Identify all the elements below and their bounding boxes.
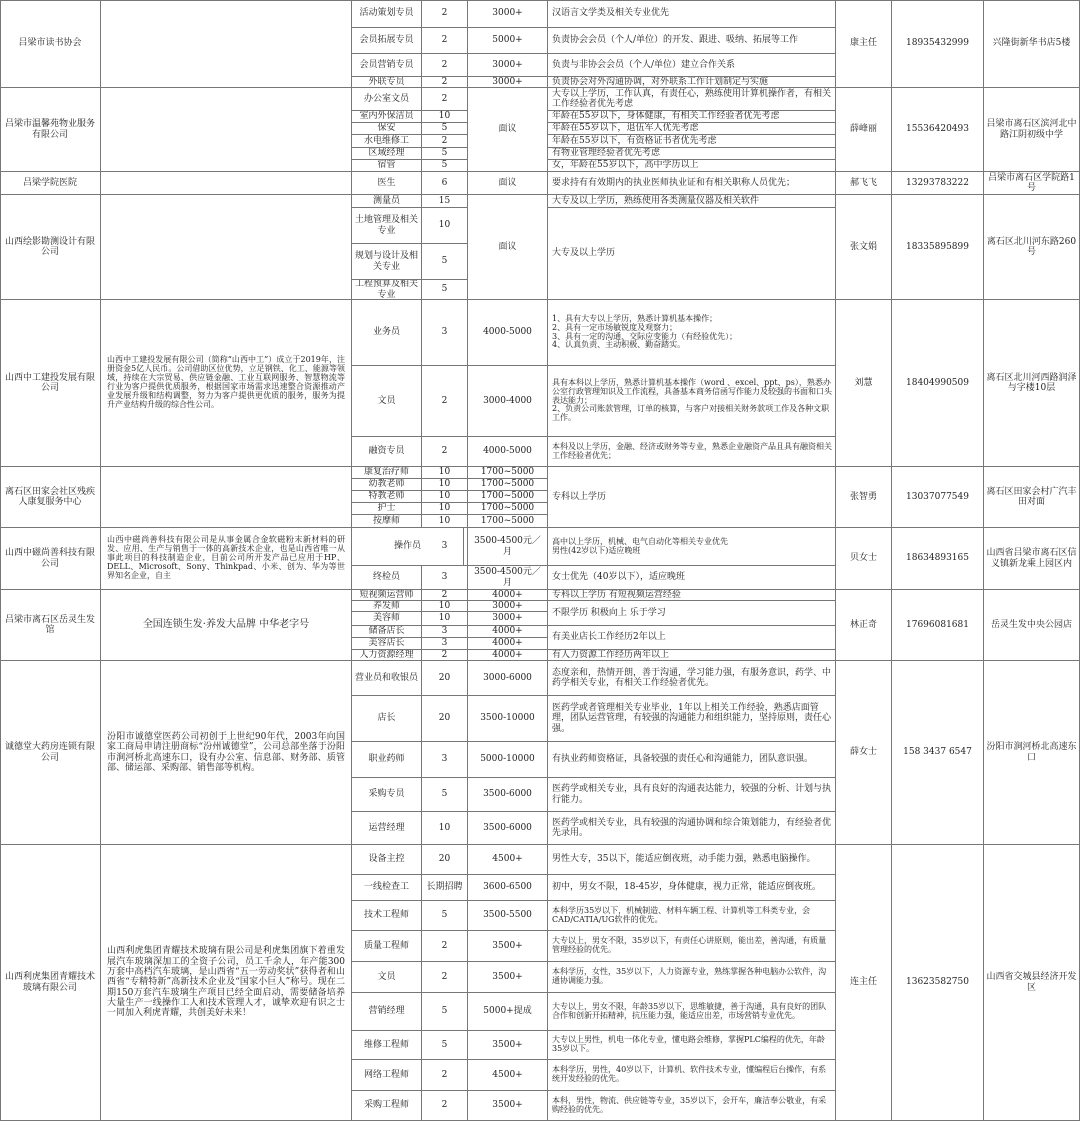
job-salary: 3000+ bbox=[468, 77, 548, 88]
contact-phone: 13623582750 bbox=[892, 845, 984, 1121]
contact-phone: 18335895899 bbox=[892, 195, 984, 300]
job-count: 3 bbox=[422, 742, 468, 778]
job-salary: 3500-6000 bbox=[468, 778, 548, 812]
company-intro: 山西利虎集团青耀技术玻璃有限公司是利虎集团旗下着重发展汽车玻璃深加工的全资子公司，员工千余人，年产能300万套中高档汽车玻璃，是山西省“五一劳动奖状”获得者和山西省“专精特新”高新技术企业及“国家小巨人”称号。现在二期150万套汽车玻璃生产项目已经全面启动，需要储备培养大量生产一线操作工人和技术管理人才，诚挚欢迎有识之士一同加入利虎青耀，共创美好未来！ bbox=[101, 845, 352, 1121]
job-title: 操作员 bbox=[352, 528, 464, 566]
company-address: 山西省交城县经济开发区 bbox=[984, 845, 1080, 1121]
company-intro bbox=[101, 195, 352, 300]
job-salary: 1700~5000 bbox=[468, 515, 548, 528]
company-intro bbox=[101, 172, 352, 195]
job-count: 20 bbox=[422, 696, 468, 742]
job-requirement: 专科以上学历 bbox=[548, 467, 836, 528]
job-title: 融资专员 bbox=[352, 437, 422, 467]
job-requirement: 初中，男女不限，18-45岁，身体健康，视力正常，能适应倒夜班。 bbox=[548, 875, 836, 901]
company-name: 吕梁市温馨苑物业服务有限公司 bbox=[0, 88, 101, 172]
job-count: 10 bbox=[422, 479, 468, 491]
job-requirement: 高中以上学历，机械、电气自动化等相关专业优先 男性(42岁以下)适应晚班 bbox=[548, 528, 836, 566]
job-title: 储备店长 bbox=[352, 626, 422, 638]
job-salary: 3600-6500 bbox=[468, 875, 548, 901]
job-count: 5 bbox=[422, 160, 468, 172]
company-address: 山西省吕梁市离石区信义镇新龙乘上园区内 bbox=[984, 528, 1080, 590]
job-count: 10 bbox=[422, 612, 468, 626]
job-title: 营业员和收银员 bbox=[352, 661, 422, 696]
contact-phone: 13293783222 bbox=[892, 172, 984, 195]
job-title: 美容店长 bbox=[352, 638, 422, 650]
job-count: 2 bbox=[422, 1091, 468, 1121]
company-name: 吕梁市读书协会 bbox=[0, 0, 101, 88]
company-intro: 山西中磁尚善科技有限公司是从事金属合金软磁粉末新材料的研发、应用、生产与销售于一体的高新技术企业，也是山西省唯一从事此项目的科技制造企业，目前公司所开发产品已应用于HP、DELL、Microsoft、Sony、Thinkpad、小米、创为、华为等世界知名企业，自主 bbox=[101, 528, 352, 590]
job-salary: 3000-6000 bbox=[468, 661, 548, 696]
job-salary: 3000+ bbox=[468, 612, 548, 626]
job-count: 2 bbox=[422, 1060, 468, 1091]
job-salary: 面议 bbox=[468, 172, 548, 195]
job-requirement: 有执业药师资格证，具备较强的责任心和沟通能力，团队意识强。 bbox=[548, 742, 836, 778]
job-requirement: 本科学历，女性，35岁以下，人力资源专业，熟练掌握各种电脑办公软件，沟通协调能力强。 bbox=[548, 962, 836, 993]
job-salary: 4000+ bbox=[468, 626, 548, 638]
contact-phone: 18935432999 bbox=[892, 0, 984, 88]
job-title: 养发师 bbox=[352, 601, 422, 612]
job-requirement: 男性大专，35以下，能适应倒夜班，动手能力强，熟悉电脑操作。 bbox=[548, 845, 836, 875]
job-count: 5 bbox=[422, 280, 468, 300]
job-title: 外联专员 bbox=[352, 77, 422, 88]
job-requirement: 医药学或相关专业，具有较强的沟通协调和综合策划能力，有经验者优先录用。 bbox=[548, 812, 836, 845]
job-title: 会员拓展专员 bbox=[352, 28, 422, 54]
job-title: 文员 bbox=[352, 962, 422, 993]
job-requirement: 女士优先（40岁以下），适应晚班 bbox=[548, 566, 836, 590]
job-count: 3 bbox=[422, 626, 468, 638]
company-address: 岳灵生发中央公园店 bbox=[984, 590, 1080, 661]
job-requirement: 本科及以上学历，金融、经济或财务等专业，熟悉企业融资产品且具有融资相关工作经验者优先； bbox=[548, 437, 836, 467]
contact-person: 薛峰丽 bbox=[836, 88, 892, 172]
job-salary: 3500-4500元／月 bbox=[468, 566, 548, 590]
job-count: 6 bbox=[422, 172, 468, 195]
job-salary: 4000+ bbox=[468, 590, 548, 601]
company-name: 山西中磁尚善科技有限公司 bbox=[0, 528, 101, 590]
job-title: 工程预算及相关专业 bbox=[352, 280, 422, 300]
job-salary: 5000+ bbox=[468, 28, 548, 54]
contact-person: 张文娟 bbox=[836, 195, 892, 300]
company-intro: 全国连锁生发·养发大品牌 中华老字号 bbox=[101, 590, 352, 661]
job-requirement: 具有本科以上学历，熟悉计算机基本操作（word 、excel、ppt、ps），熟悉办公室行政管理知识及工作流程，具备基本商务信函写作能力及较强的书面和口头表达能力； 2、负责公司账款管理，订单的核算，与客户对接相关财务款项工作及各种文职工作。 bbox=[548, 366, 836, 437]
job-salary: 3500-5500 bbox=[468, 901, 548, 931]
job-salary: 4500+ bbox=[468, 1060, 548, 1091]
job-requirement: 大专以上学历，工作认真，有责任心，熟练使用计算机操作者，有相关工作经验者优先考虑 bbox=[548, 88, 836, 111]
job-requirement: 态度亲和，热情开朗，善于沟通，学习能力强，有服务意识，药学、中药学相关专业，有相关工作经验者优先。 bbox=[548, 661, 836, 696]
job-title: 美容师 bbox=[352, 612, 422, 626]
job-title: 按摩师 bbox=[352, 515, 422, 528]
job-count: 20 bbox=[422, 845, 468, 875]
contact-person: 薛女士 bbox=[836, 661, 892, 845]
job-count: 2 bbox=[422, 77, 468, 88]
company-name: 山西利虎集团青耀技术玻璃有限公司 bbox=[0, 845, 101, 1121]
job-title: 办公室文员 bbox=[352, 88, 422, 111]
company-name: 吕梁学院医院 bbox=[0, 172, 101, 195]
company-intro: 汾阳市诚德堂医药公司初创于上世纪90年代，2003年向国家工商局申请注册商标“汾州诚德堂”，公司总部坐落于汾阳市涧河桥北高速东口，设有办公室、信息部、财务部、质管部、储运部、采购部、销售部等机构。 bbox=[101, 661, 352, 845]
company-name: 山西绘影勘测设计有限公司 bbox=[0, 195, 101, 300]
company-intro: 山西中工建投发展有限公司（简称“山西中工”）成立于2019年，注册资金5亿人民币。公司借助区位优势，立足钢铁、化工、能源等领域，持续在大宗贸易、供应链金融、工业互联网服务、智慧物流等行业为客户提供优质服务，根据国家市场需求迅速整合资源推动产业发展升级和结构调整，努力为客户提供更优质的服务，服务为提升产业结构升级的综合性公司。 bbox=[101, 300, 352, 467]
job-salary: 5000+提成 bbox=[468, 993, 548, 1031]
job-salary: 面议 bbox=[468, 88, 548, 172]
job-count: 5 bbox=[422, 244, 468, 280]
company-address: 吕梁市离石区滨河北中路江阴初级中学 bbox=[984, 88, 1080, 172]
company-address: 汾阳市涧河桥北高速东口 bbox=[984, 661, 1080, 845]
contact-person: 林正奇 bbox=[836, 590, 892, 661]
job-count: 5 bbox=[422, 1031, 468, 1060]
job-requirement: 医药学或者管理相关专业毕业，1年以上相关工作经验，熟悉店面管理，团队运营管理，有较强的沟通能力和组织能力，坚持原则，责任心强。 bbox=[548, 696, 836, 742]
job-count: 2 bbox=[422, 590, 468, 601]
contact-phone: 17696081681 bbox=[892, 590, 984, 661]
job-count: 2 bbox=[422, 135, 468, 148]
job-count: 10 bbox=[422, 208, 468, 244]
job-requirement: 大专及以上学历 bbox=[548, 208, 836, 300]
job-requirement: 有美业店长工作经历2年以上 bbox=[548, 626, 836, 650]
job-count: 20 bbox=[422, 661, 468, 696]
job-title: 人力资源经理 bbox=[352, 650, 422, 661]
job-count: 2 bbox=[422, 437, 468, 467]
job-count: 5 bbox=[422, 993, 468, 1031]
job-salary: 面议 bbox=[468, 195, 548, 300]
job-requirement: 大专及以上学历，熟练使用各类测量仪器及相关软件 bbox=[548, 195, 836, 208]
job-salary: 4000+ bbox=[468, 650, 548, 661]
job-salary: 3500-6000 bbox=[468, 812, 548, 845]
job-count: 3 bbox=[422, 528, 468, 566]
job-requirement: 大专以上，男女不限，35岁以下，有责任心讲原则，能出差，善沟通，有质量管理经验的优先。 bbox=[548, 931, 836, 962]
job-requirement: 年龄在55岁以下，退伍军人优先考虑 bbox=[548, 123, 836, 135]
job-count: 3 bbox=[422, 566, 468, 590]
company-name: 离石区田家会社区残疾人康复服务中心 bbox=[0, 467, 101, 528]
company-intro bbox=[101, 88, 352, 172]
job-count: 10 bbox=[422, 515, 468, 528]
job-count: 2 bbox=[422, 54, 468, 77]
company-address: 离石区北川河东路260号 bbox=[984, 195, 1080, 300]
job-title: 土地管理及相关专业 bbox=[352, 208, 422, 244]
job-count: 10 bbox=[422, 111, 468, 123]
contact-person: 张智勇 bbox=[836, 467, 892, 528]
job-count: 10 bbox=[422, 812, 468, 845]
job-salary: 3500+ bbox=[468, 1031, 548, 1060]
job-title: 营销经理 bbox=[352, 993, 422, 1031]
job-salary: 3500+ bbox=[468, 931, 548, 962]
job-count: 2 bbox=[422, 366, 468, 437]
job-count: 5 bbox=[422, 778, 468, 812]
job-count: 2 bbox=[422, 88, 468, 111]
job-requirement: 本科学历，男性，40岁以下，计算机、软件技术专业，懂编程后台操作，有系统开发经验的优先。 bbox=[548, 1060, 836, 1091]
job-title: 业务员 bbox=[352, 300, 422, 366]
job-requirement: 不限学历 积极向上 乐于学习 bbox=[548, 601, 836, 626]
job-salary: 3500-10000 bbox=[468, 696, 548, 742]
job-title: 采购工程师 bbox=[352, 1091, 422, 1121]
contact-person: 连主任 bbox=[836, 845, 892, 1121]
job-salary: 3500+ bbox=[468, 1091, 548, 1121]
company-intro bbox=[101, 0, 352, 88]
job-requirement: 负责协会对外沟通协调，对外联系工作计划制定与实施 bbox=[548, 77, 836, 88]
job-requirement: 医药学或相关专业，具有良好的沟通表达能力，较强的分析、计划与执行能力。 bbox=[548, 778, 836, 812]
job-title: 终检员 bbox=[352, 566, 422, 590]
contact-phone: 18634893165 bbox=[892, 528, 984, 590]
job-title: 护士 bbox=[352, 503, 422, 515]
job-count: 长期招聘 bbox=[422, 875, 468, 901]
job-count: 2 bbox=[422, 0, 468, 28]
job-salary: 5000-10000 bbox=[468, 742, 548, 778]
contact-person: 贝女士 bbox=[836, 528, 892, 590]
job-salary: 1700~5000 bbox=[468, 479, 548, 491]
job-title: 文员 bbox=[352, 366, 422, 437]
job-title: 测量员 bbox=[352, 195, 422, 208]
job-title: 规划与设计及相关专业 bbox=[352, 244, 422, 280]
contact-phone: 18404990509 bbox=[892, 300, 984, 467]
company-name: 山西中工建投发展有限公司 bbox=[0, 300, 101, 467]
job-count: 10 bbox=[422, 601, 468, 612]
job-title: 职业药师 bbox=[352, 742, 422, 778]
job-salary: 4000-5000 bbox=[468, 300, 548, 366]
job-title: 室内外保洁员 bbox=[352, 111, 422, 123]
company-name: 吕梁市离石区岳灵生发馆 bbox=[0, 590, 101, 661]
job-title: 宿管 bbox=[352, 160, 422, 172]
job-count: 10 bbox=[422, 467, 468, 479]
job-requirement: 专科以上学历 有短视频运营经验 bbox=[548, 590, 836, 601]
job-salary: 3000+ bbox=[468, 601, 548, 612]
job-salary: 1700~5000 bbox=[468, 467, 548, 479]
job-title: 康复治疗师 bbox=[352, 467, 422, 479]
job-count: 10 bbox=[422, 491, 468, 503]
job-count: 3 bbox=[422, 300, 468, 366]
job-requirement: 年龄在55岁以下，身体健康，有相关工作经验者优先考虑 bbox=[548, 111, 836, 123]
company-address: 离石区田家会村广汽丰田对面 bbox=[984, 467, 1080, 528]
job-title: 短视频运营师 bbox=[352, 590, 422, 601]
job-title: 幼教老师 bbox=[352, 479, 422, 491]
company-address: 吕梁市离石区学院路1号 bbox=[984, 172, 1080, 195]
job-requirement: 汉语言文学类及相关专业优先 bbox=[548, 0, 836, 28]
job-requirement: 本科学历35岁以下，机械制造、材料车辆工程、计算机等工科类专业，会CAD/CATIA/UG软件的优先。 bbox=[548, 901, 836, 931]
job-title: 特教老师 bbox=[352, 491, 422, 503]
job-count: 3 bbox=[422, 638, 468, 650]
job-salary: 3000+ bbox=[468, 54, 548, 77]
contact-phone: 13037077549 bbox=[892, 467, 984, 528]
job-title: 水电维修工 bbox=[352, 135, 422, 148]
job-requirement: 1、具有大专以上学历，熟悉计算机基本操作； 2、具有一定市场敏锐度及观察力； 3、具有一定的沟通、交际应变能力（有经验优先）； 4、认真负责、主动积极、勤奋踏实。 bbox=[548, 300, 836, 366]
job-requirement: 大专以上，男女不限，年龄35岁以下，思维敏捷，善于沟通，具有良好的团队合作和创新开拓精神，抗压能力强，能适应出差，市场营销专业优先。 bbox=[548, 993, 836, 1031]
job-requirement: 有人力资源工作经历两年以上 bbox=[548, 650, 836, 661]
job-title: 设备主控 bbox=[352, 845, 422, 875]
job-title: 维修工程师 bbox=[352, 1031, 422, 1060]
job-count: 5 bbox=[422, 148, 468, 160]
job-title: 技术工程师 bbox=[352, 901, 422, 931]
job-count: 2 bbox=[422, 650, 468, 661]
job-title: 质量工程师 bbox=[352, 931, 422, 962]
job-requirement: 大专以上男性，机电一体化专业，懂电路会维修，掌握PLC编程的优先，年龄35岁以下。 bbox=[548, 1031, 836, 1060]
job-salary: 4000-5000 bbox=[468, 437, 548, 467]
job-salary: 4000+ bbox=[468, 638, 548, 650]
job-salary: 1700~5000 bbox=[468, 503, 548, 515]
job-title: 采购专员 bbox=[352, 778, 422, 812]
job-title: 店长 bbox=[352, 696, 422, 742]
job-title: 医生 bbox=[352, 172, 422, 195]
company-name: 诚德堂大药房连锁有限公司 bbox=[0, 661, 101, 845]
job-requirement: 本科，男性，物流、供应链等专业，35岁以下，会开车，廉洁奉公敬业，有采购经验的优先。 bbox=[548, 1091, 836, 1121]
job-title: 网络工程师 bbox=[352, 1060, 422, 1091]
contact-person: 刘慧 bbox=[836, 300, 892, 467]
job-title: 一线检查工 bbox=[352, 875, 422, 901]
job-title: 保安 bbox=[352, 123, 422, 135]
job-requirement: 要求持有有效期内的执业医师执业证和有相关职称人员优先； bbox=[548, 172, 836, 195]
job-salary: 4500+ bbox=[468, 845, 548, 875]
company-address: 离石区北川河西路润泽与字楼10层 bbox=[984, 300, 1080, 467]
job-count: 10 bbox=[422, 503, 468, 515]
job-count: 5 bbox=[422, 901, 468, 931]
job-count: 2 bbox=[422, 931, 468, 962]
job-requirement: 负责协会会员（个人/单位）的开发、跟进、吸纳、拓展等工作 bbox=[548, 28, 836, 54]
contact-person: 郝飞飞 bbox=[836, 172, 892, 195]
contact-person: 康主任 bbox=[836, 0, 892, 88]
job-salary: 3000-4000 bbox=[468, 366, 548, 437]
job-title: 会员营销专员 bbox=[352, 54, 422, 77]
contact-phone: 15536420493 bbox=[892, 88, 984, 172]
company-intro bbox=[101, 467, 352, 528]
job-requirement: 女，年龄在55岁以下，高中学历以上 bbox=[548, 160, 836, 172]
job-title: 区域经理 bbox=[352, 148, 422, 160]
job-title: 运营经理 bbox=[352, 812, 422, 845]
job-count: 5 bbox=[422, 123, 468, 135]
job-title: 活动策划专员 bbox=[352, 0, 422, 28]
job-salary: 3500+ bbox=[468, 962, 548, 993]
company-address: 兴隆街新华书店5楼 bbox=[984, 0, 1080, 88]
job-count: 15 bbox=[422, 195, 468, 208]
job-requirement: 年龄在55岁以下，有资格证书者优先考虑 bbox=[548, 135, 836, 148]
job-requirement: 负责与非协会会员（个人/单位）建立合作关系 bbox=[548, 54, 836, 77]
job-salary: 1700~5000 bbox=[468, 491, 548, 503]
job-requirement: 有物业管理经验者优先考虑 bbox=[548, 148, 836, 160]
contact-phone: 158 3437 6547 bbox=[892, 661, 984, 845]
job-salary: 3500-4500元／月 bbox=[468, 528, 548, 566]
job-count: 2 bbox=[422, 28, 468, 54]
job-count: 2 bbox=[422, 962, 468, 993]
job-salary: 3000+ bbox=[468, 0, 548, 28]
